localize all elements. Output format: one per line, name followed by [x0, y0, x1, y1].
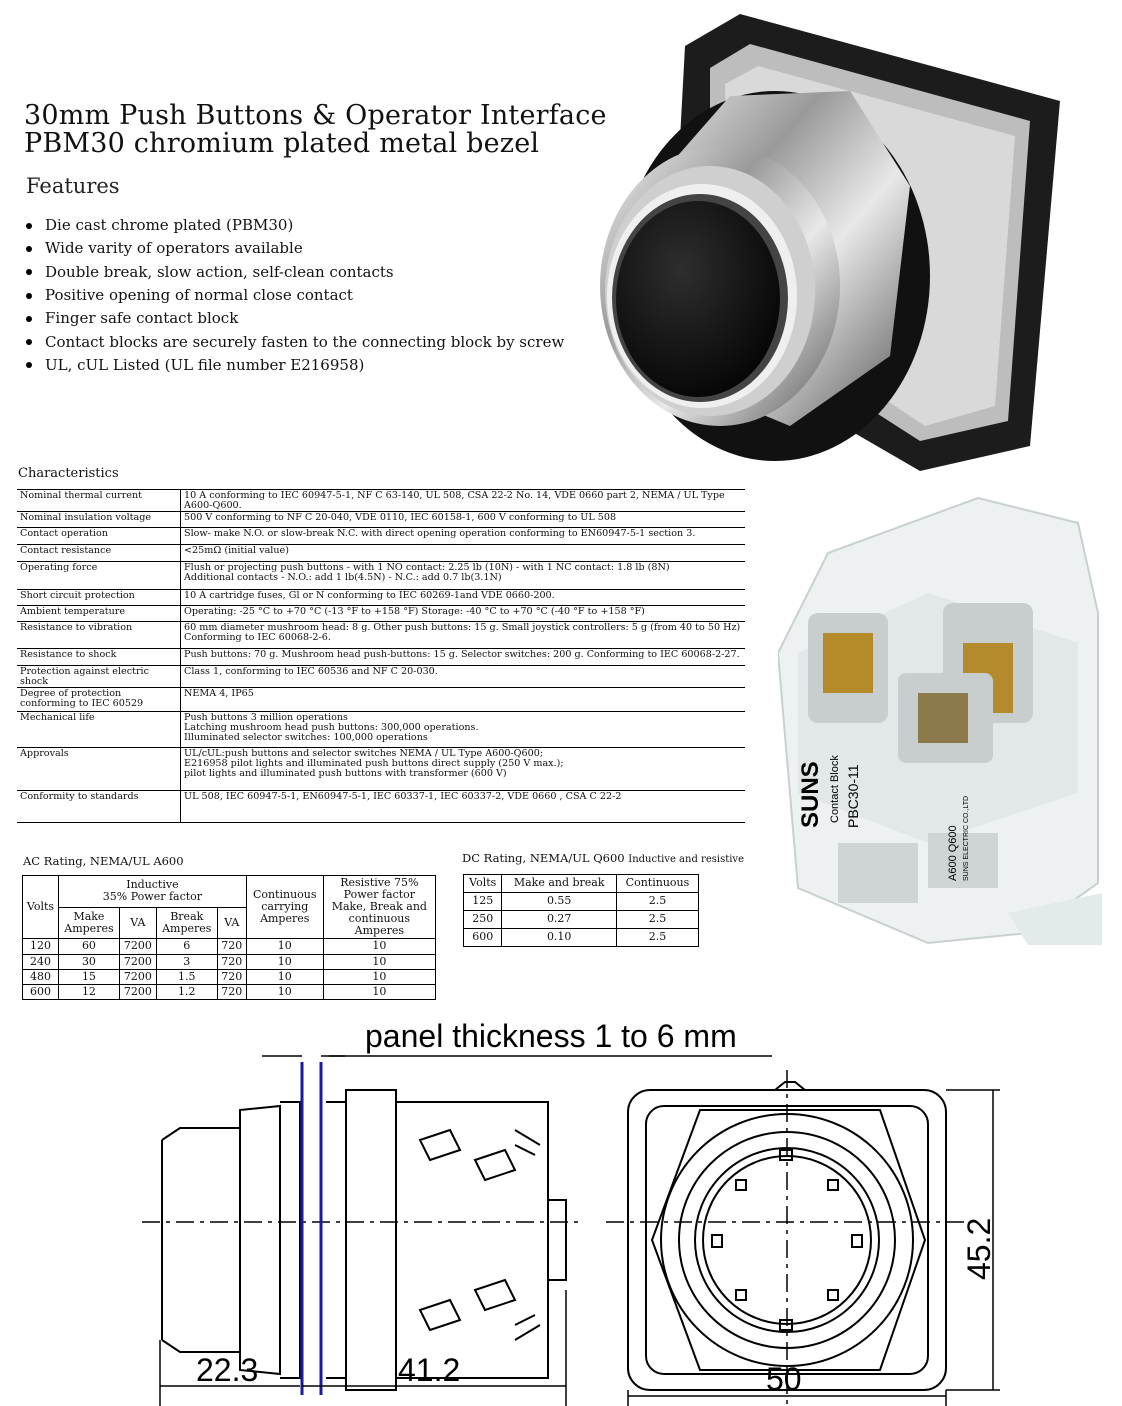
- feature-item: [26, 354, 564, 377]
- dimension-height: 45.2: [961, 1217, 997, 1280]
- characteristics-row: [17, 791, 745, 823]
- dc-rating-row: [464, 911, 699, 929]
- ac-rating-title: AC Rating, NEMA/UL A600: [23, 854, 184, 868]
- characteristic-label: Nominal insulation voltage: [17, 512, 181, 528]
- dc-rating-cell: 2.5: [616, 911, 698, 929]
- characteristic-value: Flush or projecting push buttons - with 1 NO contact: 2.25 lb (10N) - with 1 NC contact: 1.8 lb (8N) Additional contacts - N.O.: add 1 lb(4.5N) - N.C.: add 0.7 lb(3.1N): [181, 562, 746, 590]
- ac-rating-row: [23, 984, 436, 999]
- characteristics-title: Characteristics: [18, 466, 119, 481]
- ac-header-break-amperes: Break Amperes: [156, 907, 217, 939]
- contact-block-photo: [778, 493, 1102, 945]
- dc-rating-cell: 2.5: [616, 929, 698, 947]
- feature-text: Double break, slow action, self-clean contacts: [45, 262, 394, 281]
- ac-rating-cell: 12: [59, 984, 120, 999]
- dc-rating-cell: 125: [464, 893, 502, 911]
- dc-rating-header: Continuous: [616, 875, 698, 893]
- dc-rating-cell: 2.5: [616, 893, 698, 911]
- page-title: 30mm Push Buttons & Operator Interface: [24, 100, 607, 131]
- dc-rating-cell: 0.27: [502, 911, 617, 929]
- characteristic-value: <25mΩ (initial value): [181, 545, 746, 562]
- dc-rating-cell: 0.10: [502, 929, 617, 947]
- ac-rating-cell: 10: [323, 954, 435, 969]
- ac-rating-cell: 15: [59, 969, 120, 984]
- characteristic-value: Push buttons: 70 g. Mushroom head push-buttons: 15 g. Selector switches: 200 g. Conforming to IEC 60068-2-27.: [181, 649, 746, 666]
- characteristics-row: [17, 622, 745, 649]
- ac-rating-row: [23, 954, 436, 969]
- bullet-icon: [26, 362, 32, 368]
- contact-block-rating: A600 Q600: [947, 825, 959, 881]
- features-list: [26, 214, 564, 377]
- feature-item: [26, 284, 564, 307]
- dimension-front-length: 22.3: [196, 1352, 259, 1388]
- characteristic-label: Nominal thermal current: [17, 490, 181, 512]
- ac-rating-cell: 7200: [119, 939, 156, 954]
- characteristics-row: [17, 688, 745, 712]
- ac-rating-cell: 10: [323, 969, 435, 984]
- dc-rating-cell: 600: [464, 929, 502, 947]
- ac-rating-cell: 720: [217, 969, 246, 984]
- characteristic-label: Short circuit protection: [17, 590, 181, 606]
- characteristic-label: Operating force: [17, 562, 181, 590]
- characteristics-row: [17, 562, 745, 590]
- characteristic-value: 60 mm diameter mushroom head: 8 g. Other push buttons: 15 g. Small joystick controllers: 5 g (from 40 to 50 Hz) Conforming to IEC 60068-2-6.: [181, 622, 746, 649]
- dc-rating-subtitle: Inductive and resistive: [628, 854, 744, 865]
- feature-item: [26, 307, 564, 330]
- ac-rating-cell: 6: [156, 939, 217, 954]
- bullet-icon: [26, 316, 32, 322]
- characteristic-value: Class 1, conforming to IEC 60536 and NF C 20-030.: [181, 666, 746, 688]
- feature-text: Contact blocks are securely fasten to the connecting block by screw: [45, 332, 565, 351]
- contact-block-brand: SUNS: [797, 761, 824, 828]
- dc-rating-title: [462, 851, 744, 865]
- characteristic-value: UL/cUL:push buttons and selector switches NEMA / UL Type A600-Q600; E216958 pilot lights and illuminated push buttons direct supply (250 V max.); pilot lights and illuminated push buttons with transformer (600 V): [181, 748, 746, 791]
- feature-item: [26, 261, 564, 284]
- push-button-photo: [590, 6, 1070, 476]
- feature-text: Finger safe contact block: [45, 309, 239, 328]
- ac-header-make-amperes: Make Amperes: [59, 907, 120, 939]
- ac-rating-cell: 720: [217, 939, 246, 954]
- dc-rating-cell: 0.55: [502, 893, 617, 911]
- ac-rating-cell: 7200: [119, 954, 156, 969]
- characteristics-row: [17, 545, 745, 562]
- ac-rating-cell: 10: [323, 939, 435, 954]
- ac-rating-cell: 7200: [119, 984, 156, 999]
- ac-rating-table: [22, 875, 436, 1000]
- dc-rating-row: [464, 893, 699, 911]
- ac-rating-cell: 30: [59, 954, 120, 969]
- features-heading: Features: [26, 174, 120, 198]
- ac-rating-cell: 10: [246, 954, 323, 969]
- bullet-icon: [26, 339, 32, 345]
- ac-rating-cell: 10: [323, 984, 435, 999]
- panel-thickness-label: panel thickness 1 to 6 mm: [365, 1018, 737, 1054]
- ac-rating-cell: 720: [217, 954, 246, 969]
- characteristic-label: Resistance to shock: [17, 649, 181, 666]
- characteristic-label: Contact resistance: [17, 545, 181, 562]
- ac-rating-cell: 1.2: [156, 984, 217, 999]
- characteristic-value: 10 A conforming to IEC 60947-5-1, NF C 63-140, UL 508, CSA 22-2 No. 14, VDE 0660 part 2, NEMA / UL Type A600-Q600.: [181, 490, 746, 512]
- dimension-body-length: 41.2: [398, 1352, 461, 1388]
- ac-header-va: VA: [217, 907, 246, 939]
- ac-rating-cell: 10: [246, 969, 323, 984]
- feature-text: Wide varity of operators available: [45, 239, 303, 258]
- characteristic-value: Slow- make N.O. or slow-break N.C. with direct opening operation conforming to EN60947-5-1 section 3.: [181, 528, 746, 545]
- ac-header-resistive: Resistive 75% Power factor Make, Break and continuous Amperes: [323, 876, 435, 939]
- feature-item: [26, 330, 564, 353]
- page-subtitle: PBM30 chromium plated metal bezel: [24, 128, 540, 159]
- characteristics-row: [17, 712, 745, 748]
- dc-rating-cell: 250: [464, 911, 502, 929]
- bullet-icon: [26, 246, 32, 252]
- feature-text: Positive opening of normal close contact: [45, 286, 353, 305]
- dc-rating-header: Make and break: [502, 875, 617, 893]
- contact-block-name: Contact Block: [829, 755, 841, 823]
- contact-block-model: PBC30-11: [845, 764, 861, 828]
- dc-rating-table: [463, 874, 699, 947]
- ac-rating-row: [23, 969, 436, 984]
- ac-rating-cell: 60: [59, 939, 120, 954]
- contact-block-maker: SUNS ELECTRIC CO.,LTD: [963, 795, 970, 881]
- characteristics-row: [17, 748, 745, 791]
- feature-text: UL, cUL Listed (UL file number E216958): [45, 355, 365, 374]
- characteristic-value: Operating: -25 °C to +70 °C (-13 °F to +158 °F) Storage: -40 °C to +70 °C (-40 °F to +158 °F): [181, 606, 746, 622]
- ac-rating-cell: 480: [23, 969, 59, 984]
- characteristic-label: Mechanical life: [17, 712, 181, 748]
- ac-header-continuous: Continuous carrying Amperes: [246, 876, 323, 939]
- characteristic-label: Approvals: [17, 748, 181, 791]
- bullet-icon: [26, 223, 32, 229]
- ac-header-volts: Volts: [23, 876, 59, 939]
- dc-rating-header: Volts: [464, 875, 502, 893]
- characteristics-row: [17, 666, 745, 688]
- feature-item: [26, 214, 564, 237]
- bullet-icon: [26, 293, 32, 299]
- ac-rating-cell: 600: [23, 984, 59, 999]
- characteristic-value: 500 V conforming to NF C 20-040, VDE 0110, IEC 60158-1, 600 V conforming to UL 508: [181, 512, 746, 528]
- characteristics-row: [17, 512, 745, 528]
- ac-rating-cell: 3: [156, 954, 217, 969]
- ac-rating-cell: 120: [23, 939, 59, 954]
- characteristic-label: Conformity to standards: [17, 791, 181, 823]
- characteristics-row: [17, 606, 745, 622]
- characteristic-label: Ambient temperature: [17, 606, 181, 622]
- ac-rating-cell: 7200: [119, 969, 156, 984]
- characteristic-value: UL 508, IEC 60947-5-1, EN60947-5-1, IEC 60337-1, IEC 60337-2, VDE 0660 , CSA C 22-2: [181, 791, 746, 823]
- characteristics-table: [17, 489, 745, 823]
- characteristic-value: Push buttons 3 million operations Latching mushroom head push buttons: 300,000 operations. Illuminated selector switches: 100,000 operations: [181, 712, 746, 748]
- characteristics-row: [17, 649, 745, 666]
- characteristic-label: Contact operation: [17, 528, 181, 545]
- ac-rating-cell: 240: [23, 954, 59, 969]
- characteristics-row: [17, 490, 745, 512]
- dimension-width: 50: [766, 1361, 802, 1397]
- characteristic-value: 10 A cartridge fuses, Gl or N conforming to IEC 60269-1and VDE 0660-200.: [181, 590, 746, 606]
- characteristics-row: [17, 528, 745, 545]
- characteristic-label: Resistance to vibration: [17, 622, 181, 649]
- ac-rating-cell: 10: [246, 984, 323, 999]
- ac-rating-cell: 1.5: [156, 969, 217, 984]
- characteristic-label: Protection against electric shock: [17, 666, 181, 688]
- characteristic-value: NEMA 4, IP65: [181, 688, 746, 712]
- feature-item: [26, 237, 564, 260]
- ac-header-va: VA: [119, 907, 156, 939]
- feature-text: Die cast chrome plated (PBM30): [45, 216, 294, 235]
- dimension-drawing: [0, 1010, 1122, 1406]
- ac-rating-cell: 720: [217, 984, 246, 999]
- ac-rating-cell: 10: [246, 939, 323, 954]
- dc-rating-row: [464, 929, 699, 947]
- characteristics-row: [17, 590, 745, 606]
- bullet-icon: [26, 269, 32, 275]
- dc-rating-title-text: DC Rating, NEMA/UL Q600: [462, 851, 625, 865]
- ac-header-inductive: Inductive 35% Power factor: [59, 876, 247, 908]
- ac-rating-row: [23, 939, 436, 954]
- characteristic-label: Degree of protection conforming to IEC 60529: [17, 688, 181, 712]
